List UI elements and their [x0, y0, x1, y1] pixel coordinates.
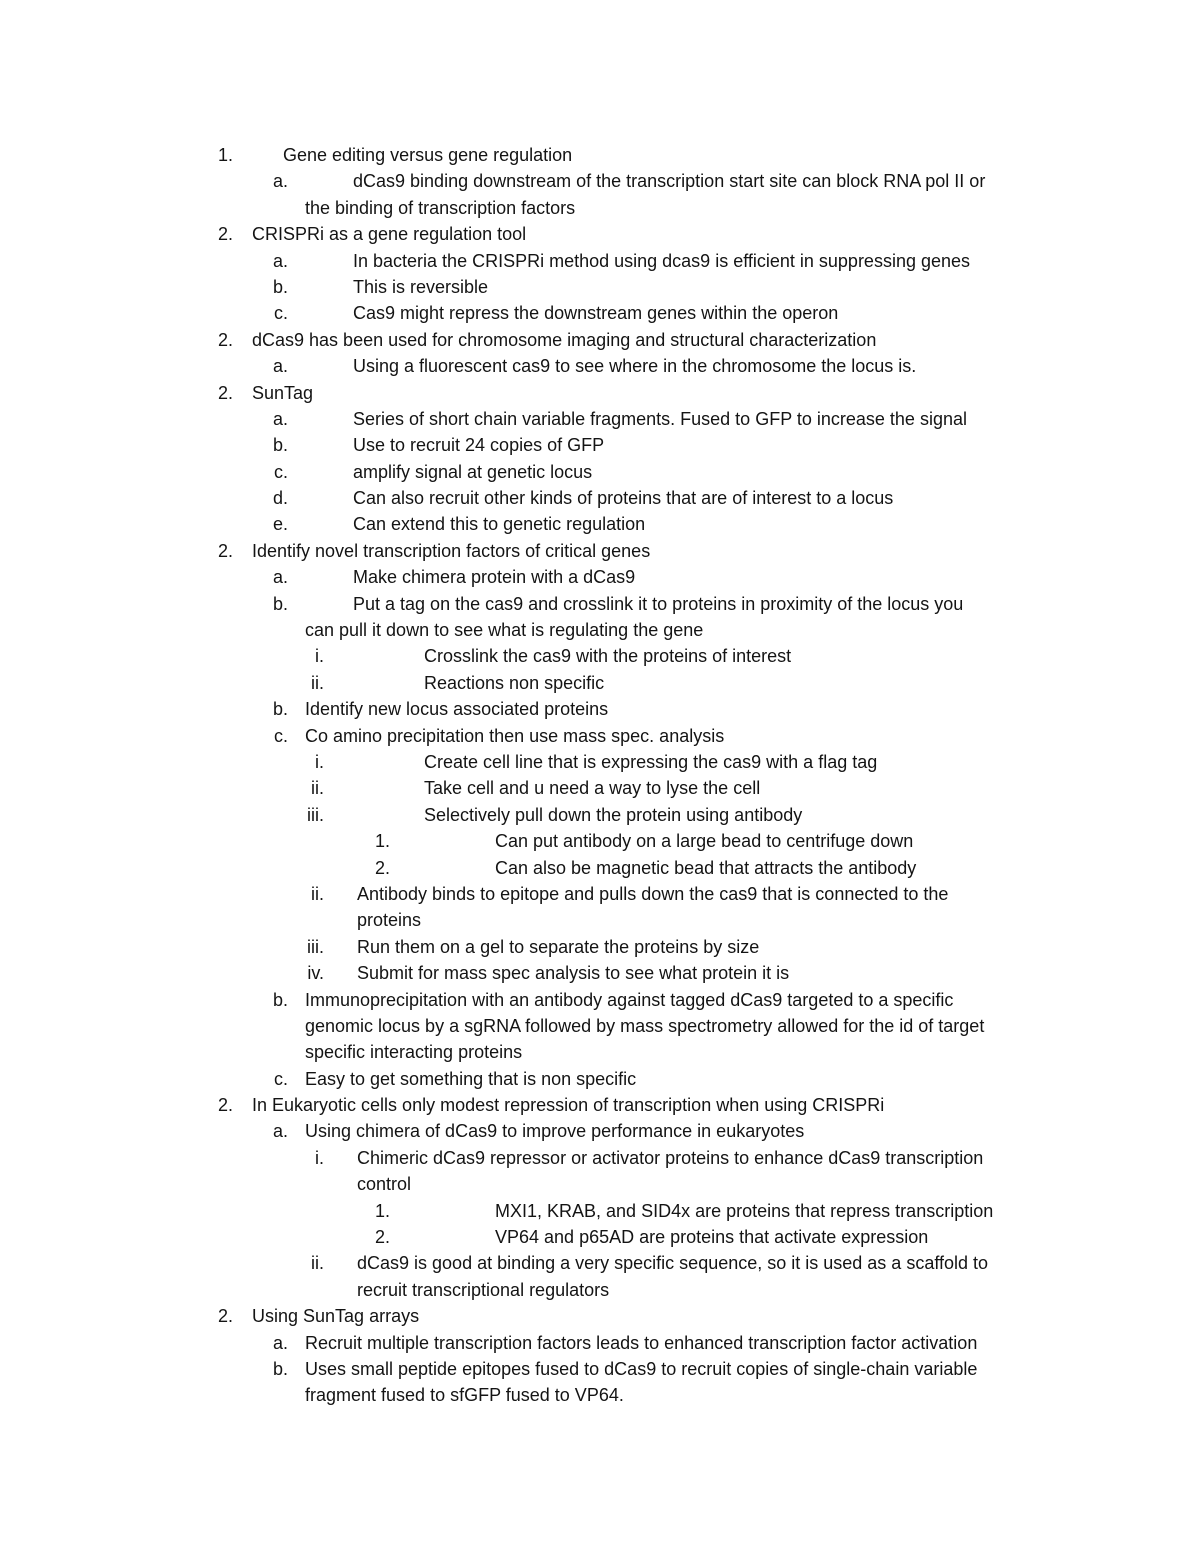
list-text: In Eukaryotic cells only modest repression of transcription when using CRISPRi — [252, 1095, 885, 1116]
list-text: This is reversible — [353, 276, 489, 297]
list-marker: 2. — [217, 329, 233, 350]
list-item — [0, 960, 1200, 986]
list-item — [0, 1330, 1200, 1356]
list-item — [0, 221, 1200, 247]
list-item — [0, 380, 1200, 406]
list-text: Create cell line that is expressing the cas9 with a flag tag — [424, 751, 878, 772]
list-text: dCas9 has been used for chromosome imaging and structural characterization — [252, 329, 877, 350]
list-text: Using a fluorescent cas9 to see where in the chromosome the locus is. — [353, 356, 917, 377]
list-marker: i. — [315, 1147, 324, 1168]
list-marker: e. — [272, 514, 288, 535]
list-marker: iv. — [307, 963, 324, 984]
list-text: recruit transcriptional regulators — [357, 1279, 610, 1300]
list-item-continuation — [0, 907, 1200, 933]
list-text: CRISPRi as a gene regulation tool — [252, 224, 527, 245]
list-text: dCas9 binding downstream of the transcription start site can block RNA pol II or — [353, 171, 986, 192]
list-item — [0, 485, 1200, 511]
list-item — [0, 828, 1200, 854]
list-marker: iii. — [307, 936, 324, 957]
list-item — [0, 538, 1200, 564]
list-marker: c. — [273, 1068, 288, 1089]
list-item — [0, 696, 1200, 722]
list-item-continuation — [0, 1039, 1200, 1065]
list-text: SunTag — [252, 382, 314, 403]
list-text: Identify novel transcription factors of critical genes — [252, 540, 651, 561]
list-item — [0, 749, 1200, 775]
list-text: genomic locus by a sgRNA followed by mass spectrometry allowed for the id of target — [305, 1015, 985, 1036]
list-item-continuation — [0, 617, 1200, 643]
list-text: proteins — [357, 910, 422, 931]
list-marker: d. — [272, 488, 288, 509]
list-text: Make chimera protein with a dCas9 — [353, 567, 636, 588]
list-text: Selectively pull down the protein using antibody — [424, 804, 803, 825]
list-text: dCas9 is good at binding a very specific sequence, so it is used as a scaffold to — [357, 1253, 989, 1274]
list-text: specific interacting proteins — [305, 1042, 523, 1063]
list-text: Can also recruit other kinds of proteins that are of interest to a locus — [353, 488, 894, 509]
list-marker: c. — [273, 725, 288, 746]
list-item — [0, 1224, 1200, 1250]
list-item-continuation — [0, 195, 1200, 221]
list-text: Series of short chain variable fragments. Fused to GFP to increase the signal — [353, 408, 967, 429]
list-text: Using chimera of dCas9 to improve performance in eukaryotes — [305, 1121, 805, 1142]
list-marker: ii. — [311, 883, 324, 904]
list-marker: 2. — [217, 1306, 233, 1327]
list-text: Put a tag on the cas9 and crosslink it to proteins in proximity of the locus you — [353, 593, 964, 614]
list-item — [0, 855, 1200, 881]
list-item — [0, 564, 1200, 590]
list-text: VP64 and p65AD are proteins that activate expression — [495, 1227, 929, 1248]
document-page — [0, 142, 1200, 1409]
list-item — [0, 643, 1200, 669]
list-marker: 1. — [374, 831, 390, 852]
list-text: Can also be magnetic bead that attracts the antibody — [495, 857, 917, 878]
list-text: Cas9 might repress the downstream genes within the operon — [353, 303, 839, 324]
list-item — [0, 1198, 1200, 1224]
list-text: Submit for mass spec analysis to see what protein it is — [357, 963, 790, 984]
list-item — [0, 1118, 1200, 1144]
list-text: Reactions non specific — [424, 672, 605, 693]
list-marker: 2. — [217, 1095, 233, 1116]
list-marker: a. — [272, 171, 288, 192]
list-text: control — [357, 1174, 412, 1195]
list-text: Run them on a gel to separate the proteins by size — [357, 936, 760, 957]
list-text: Immunoprecipitation with an antibody against tagged dCas9 targeted to a specific — [305, 989, 954, 1010]
list-item — [0, 591, 1200, 617]
list-text: Co amino precipitation then use mass spec. analysis — [305, 725, 725, 746]
list-item — [0, 300, 1200, 326]
list-marker: 2. — [374, 857, 390, 878]
list-marker: iii. — [307, 804, 324, 825]
list-marker: b. — [272, 989, 288, 1010]
list-marker: b. — [272, 699, 288, 720]
list-item — [0, 511, 1200, 537]
list-text: Can put antibody on a large bead to centrifuge down — [495, 831, 914, 852]
list-item — [0, 1356, 1200, 1382]
list-text: can pull it down to see what is regulating the gene — [305, 620, 704, 641]
list-item — [0, 459, 1200, 485]
list-item — [0, 248, 1200, 274]
list-text: Using SunTag arrays — [252, 1306, 420, 1327]
list-text: Crosslink the cas9 with the proteins of interest — [424, 646, 792, 667]
list-item — [0, 142, 1200, 168]
list-marker: c. — [273, 461, 288, 482]
list-item-continuation — [0, 1171, 1200, 1197]
list-item — [0, 406, 1200, 432]
list-text: Take cell and u need a way to lyse the cell — [424, 778, 761, 799]
list-marker: b. — [272, 593, 288, 614]
list-item — [0, 881, 1200, 907]
list-marker: a. — [272, 567, 288, 588]
list-text: Uses small peptide epitopes fused to dCas9 to recruit copies of single-chain variable — [305, 1358, 978, 1379]
list-text: Gene editing versus gene regulation — [283, 145, 573, 165]
list-marker: 2. — [217, 224, 233, 245]
list-text: Use to recruit 24 copies of GFP — [353, 435, 605, 456]
list-marker: a. — [272, 1332, 288, 1353]
list-item-continuation — [0, 1277, 1200, 1303]
list-text: Easy to get something that is non specific — [305, 1068, 637, 1089]
list-marker: a. — [272, 250, 288, 271]
list-marker: a. — [272, 408, 288, 429]
list-text: fragment fused to sfGFP fused to VP64. — [305, 1385, 624, 1406]
list-marker: 2. — [217, 382, 233, 403]
list-item — [0, 670, 1200, 696]
list-text: the binding of transcription factors — [305, 197, 576, 218]
list-item — [0, 1145, 1200, 1171]
list-item — [0, 1066, 1200, 1092]
list-item — [0, 987, 1200, 1013]
list-text: Identify new locus associated proteins — [305, 699, 609, 720]
list-marker: a. — [272, 1121, 288, 1142]
list-item — [0, 353, 1200, 379]
list-marker: ii. — [311, 672, 324, 693]
list-text: Recruit multiple transcription factors leads to enhanced transcription factor activation — [305, 1332, 978, 1353]
list-item — [0, 934, 1200, 960]
list-item — [0, 775, 1200, 801]
list-item-continuation — [0, 1013, 1200, 1039]
list-marker: ii. — [311, 778, 324, 799]
list-marker: 2. — [217, 540, 233, 561]
list-text: Antibody binds to epitope and pulls down the cas9 that is connected to the — [357, 883, 949, 904]
list-item — [0, 1303, 1200, 1329]
list-item — [0, 723, 1200, 749]
list-marker: 1. — [374, 1200, 390, 1221]
list-marker: 1. — [217, 145, 233, 165]
list-text: Chimeric dCas9 repressor or activator proteins to enhance dCas9 transcription — [357, 1147, 984, 1168]
list-item — [0, 274, 1200, 300]
list-marker: c. — [273, 303, 288, 324]
list-item — [0, 168, 1200, 194]
list-item — [0, 432, 1200, 458]
list-item — [0, 1250, 1200, 1276]
list-text: In bacteria the CRISPRi method using dcas9 is efficient in suppressing genes — [353, 250, 971, 271]
list-text: amplify signal at genetic locus — [353, 461, 593, 482]
list-marker: b. — [272, 1358, 288, 1379]
list-item — [0, 802, 1200, 828]
list-text: Can extend this to genetic regulation — [353, 514, 646, 535]
list-text: MXI1, KRAB, and SID4x are proteins that repress transcription — [495, 1200, 994, 1221]
list-marker: i. — [315, 751, 324, 772]
list-marker: b. — [272, 276, 288, 297]
list-marker: 2. — [374, 1227, 390, 1248]
list-marker: ii. — [311, 1253, 324, 1274]
list-marker: a. — [272, 356, 288, 377]
list-marker: i. — [315, 646, 324, 667]
list-item-continuation — [0, 1382, 1200, 1408]
list-marker: b. — [272, 435, 288, 456]
list-item — [0, 327, 1200, 353]
list-item — [0, 1092, 1200, 1118]
